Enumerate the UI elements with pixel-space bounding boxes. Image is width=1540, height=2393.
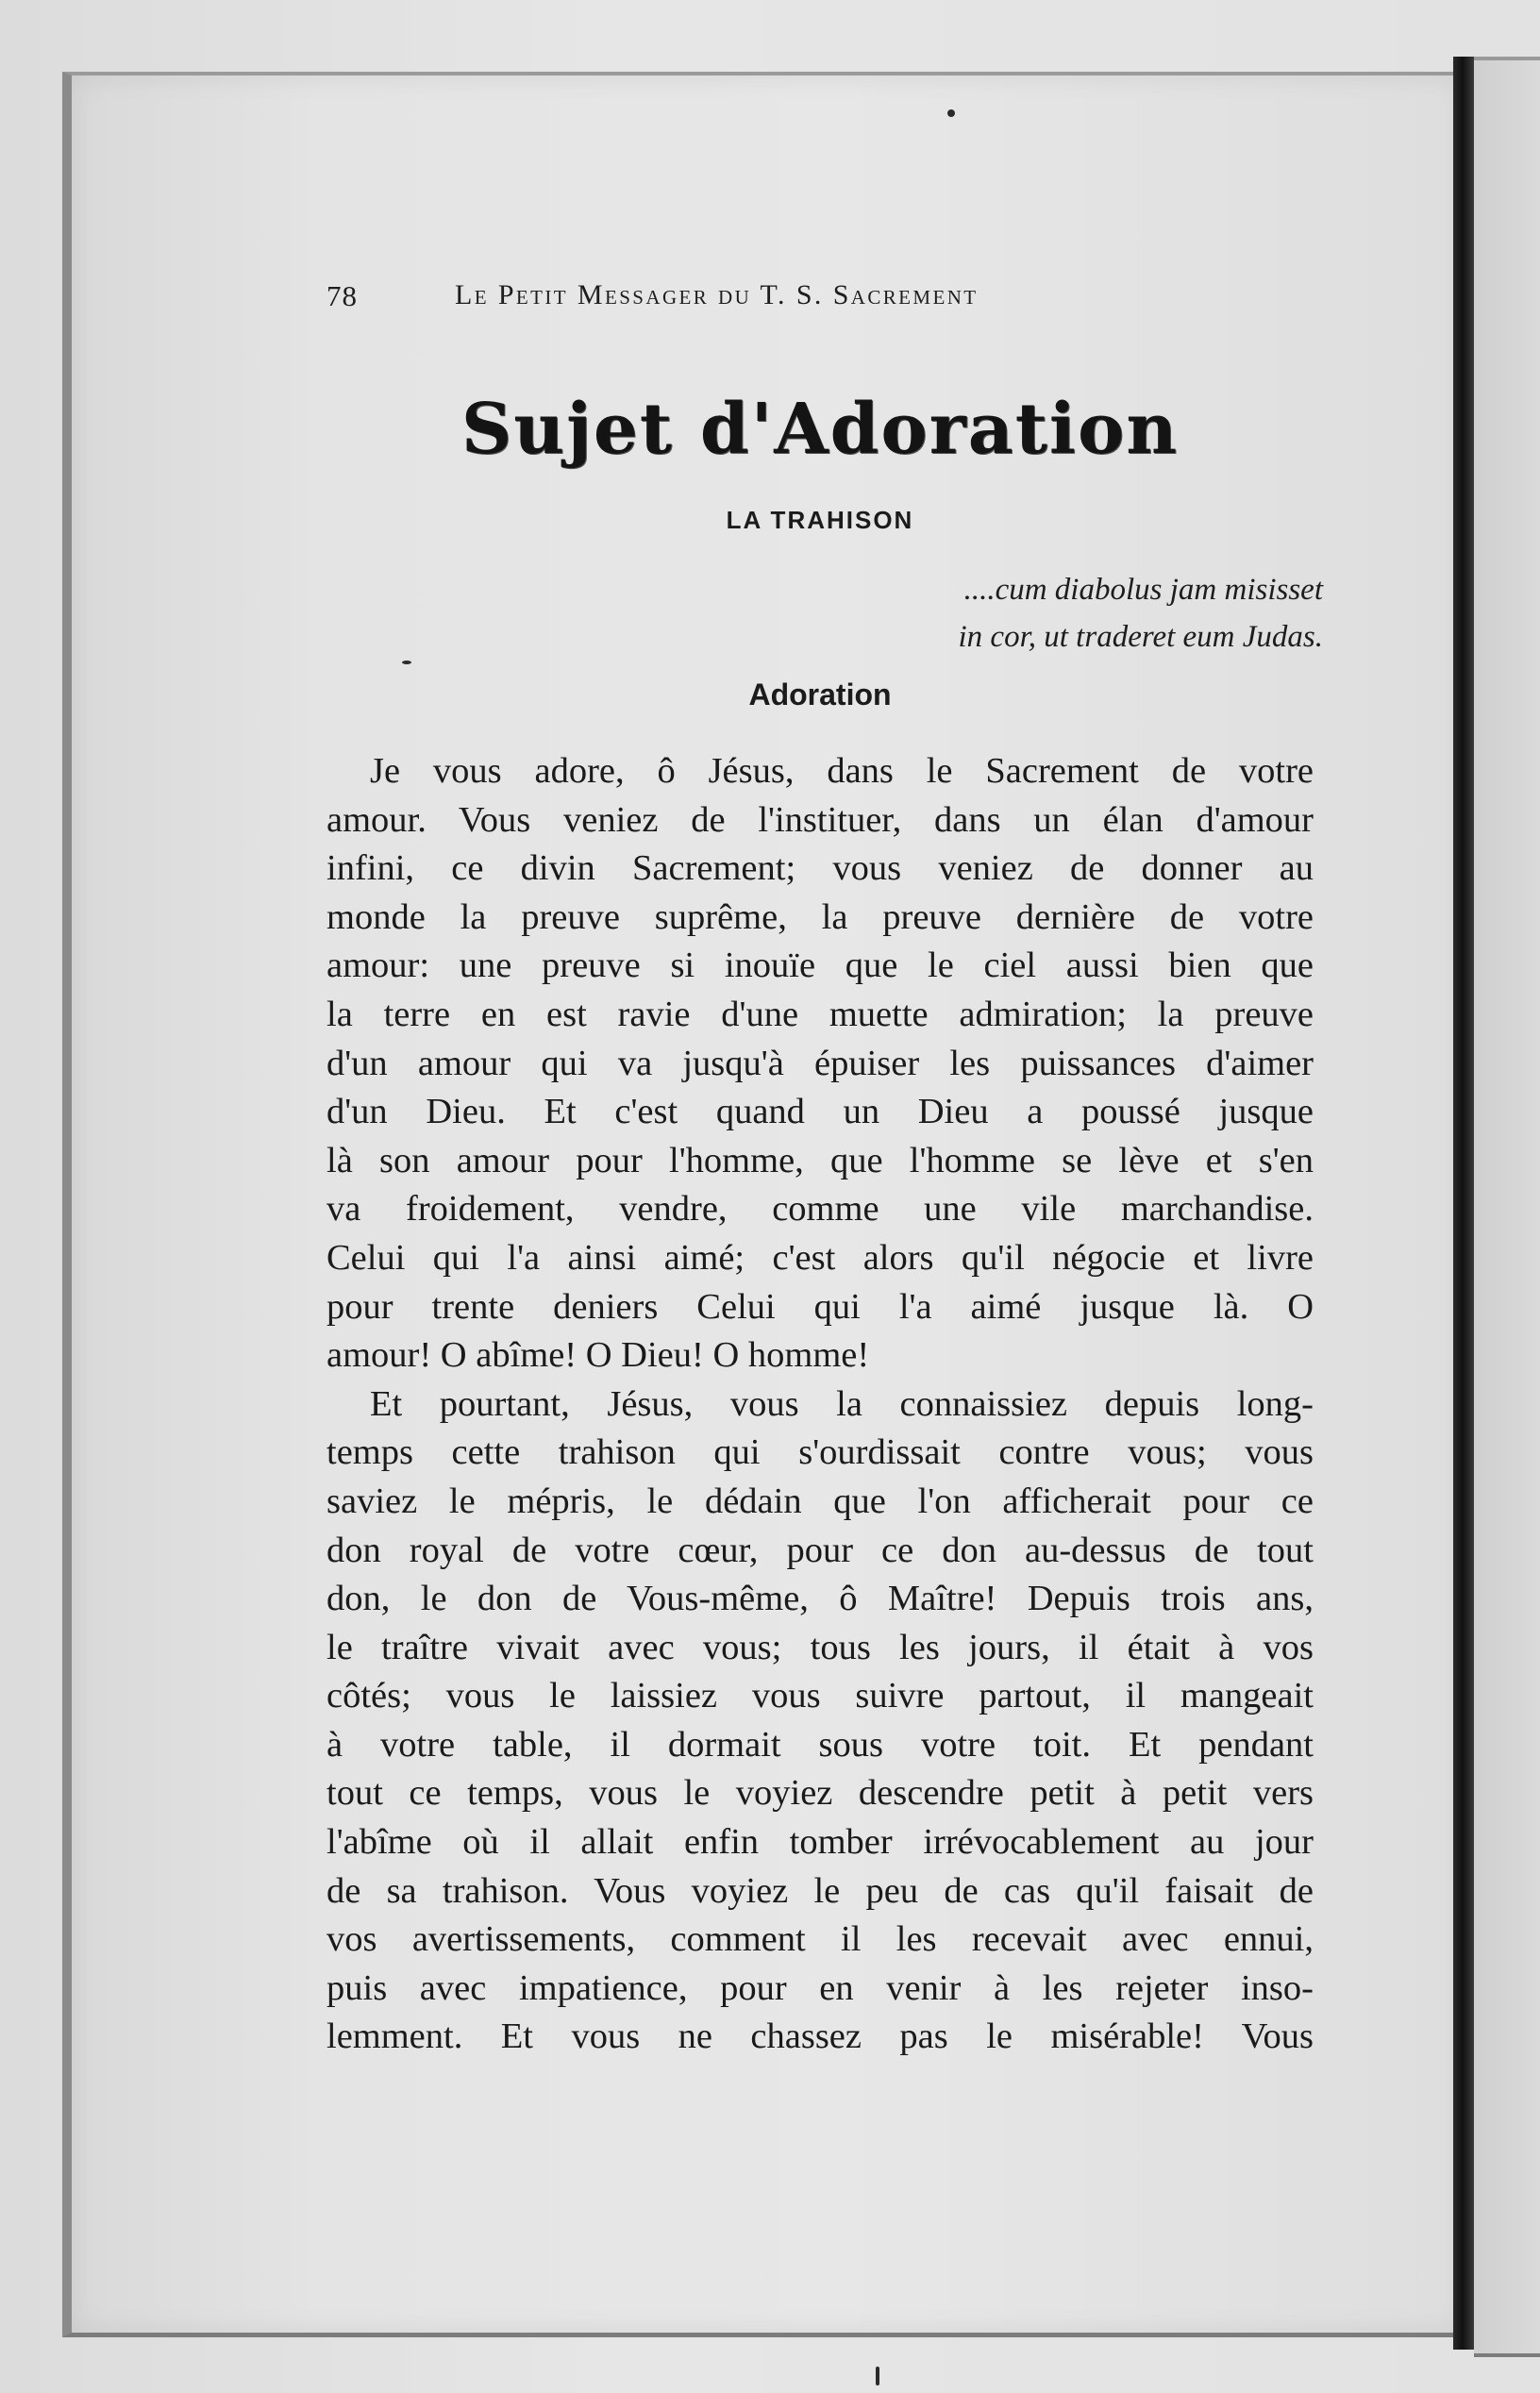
epigraph-line: in cor, ut traderet eum Judas.	[958, 620, 1323, 654]
text-line: don, le don de Vous-même, ô Maître! Depuis trois ans,	[326, 1579, 1314, 1619]
text-line: vos avertissements, comment il les recevait avec ennui,	[326, 1919, 1314, 1960]
page-number: 78	[326, 279, 358, 312]
running-header	[326, 279, 1176, 317]
text-line: monde la preuve suprême, la preuve dernière de votre	[326, 896, 1314, 937]
text-line: lemment. Et vous ne chassez pas le misérable! Vous	[326, 2016, 1314, 2057]
scan-speck	[876, 2367, 879, 2385]
text-line: saviez le mépris, le dédain que l'on afficherait pour ce	[326, 1481, 1314, 1521]
text-line: Et pourtant, Jésus, vous la connaissiez depuis long-	[370, 1383, 1314, 1424]
text-line: don royal de votre cœur, pour ce don au-dessus de tout	[326, 1530, 1314, 1570]
text-line: tout ce temps, vous le voyiez descendre petit à petit vers	[326, 1773, 1314, 1814]
text-line: à votre table, il dormait sous votre toit. Et pendant	[326, 1724, 1314, 1765]
page-title: Sujet d'Adoration	[460, 389, 1180, 470]
scan-speck	[402, 661, 411, 664]
text-line: va froidement, vendre, comme une vile marchandise.	[326, 1189, 1314, 1230]
text-line: là son amour pour l'homme, que l'homme se lève et s'en	[326, 1140, 1314, 1180]
text-line: amour: une preuve si inouïe que le ciel aussi bien que	[326, 945, 1314, 986]
text-line: côtés; vous le laissiez vous suivre partout, il mangeait	[326, 1676, 1314, 1716]
epigraph-line: ....cum diabolus jam misisset	[963, 573, 1323, 607]
text-line: pour trente deniers Celui qui l'a aimé jusque là. O	[326, 1286, 1314, 1327]
text-line: amour! O abîme! O Dieu! O homme!	[326, 1335, 870, 1376]
scan-speck	[947, 109, 955, 117]
text-line: d'un amour qui va jusqu'à épuiser les puissances d'aimer	[326, 1043, 1314, 1083]
text-line: temps cette trahison qui s'ourdissait contre vous; vous	[326, 1432, 1314, 1473]
facing-page-edge	[1474, 57, 1540, 2357]
section-heading: Adoration	[748, 678, 892, 711]
text-line: le traître vivait avec vous; tous les jours, il était à vos	[326, 1627, 1314, 1667]
text-line: l'abîme où il allait enfin tomber irrévocablement au jour	[326, 1822, 1314, 1863]
body-text	[326, 747, 1314, 2062]
book-spine	[1453, 57, 1474, 2350]
text-line: Je vous adore, ô Jésus, dans le Sacrement de votre	[370, 751, 1314, 791]
text-line: puis avec impatience, pour en venir à les rejeter inso-	[326, 1967, 1314, 2008]
text-line: la terre en est ravie d'une muette admiration; la preuve	[326, 994, 1314, 1034]
text-line: d'un Dieu. Et c'est quand un Dieu a poussé jusque	[326, 1092, 1314, 1132]
text-line: Celui qui l'a ainsi aimé; c'est alors qu'il négocie et livre	[326, 1237, 1314, 1278]
text-line: de sa trahison. Vous voyiez le peu de cas qu'il faisait de	[326, 1870, 1314, 1911]
page-subtitle: LA TRAHISON	[726, 506, 914, 534]
text-line: infini, ce divin Sacrement; vous veniez de donner au	[326, 848, 1314, 889]
text-line: amour. Vous veniez de l'instituer, dans un élan d'amour	[326, 799, 1314, 840]
running-title: Le Petit Messager du T. S. Sacrement	[455, 279, 979, 310]
epigraph	[798, 566, 1323, 661]
